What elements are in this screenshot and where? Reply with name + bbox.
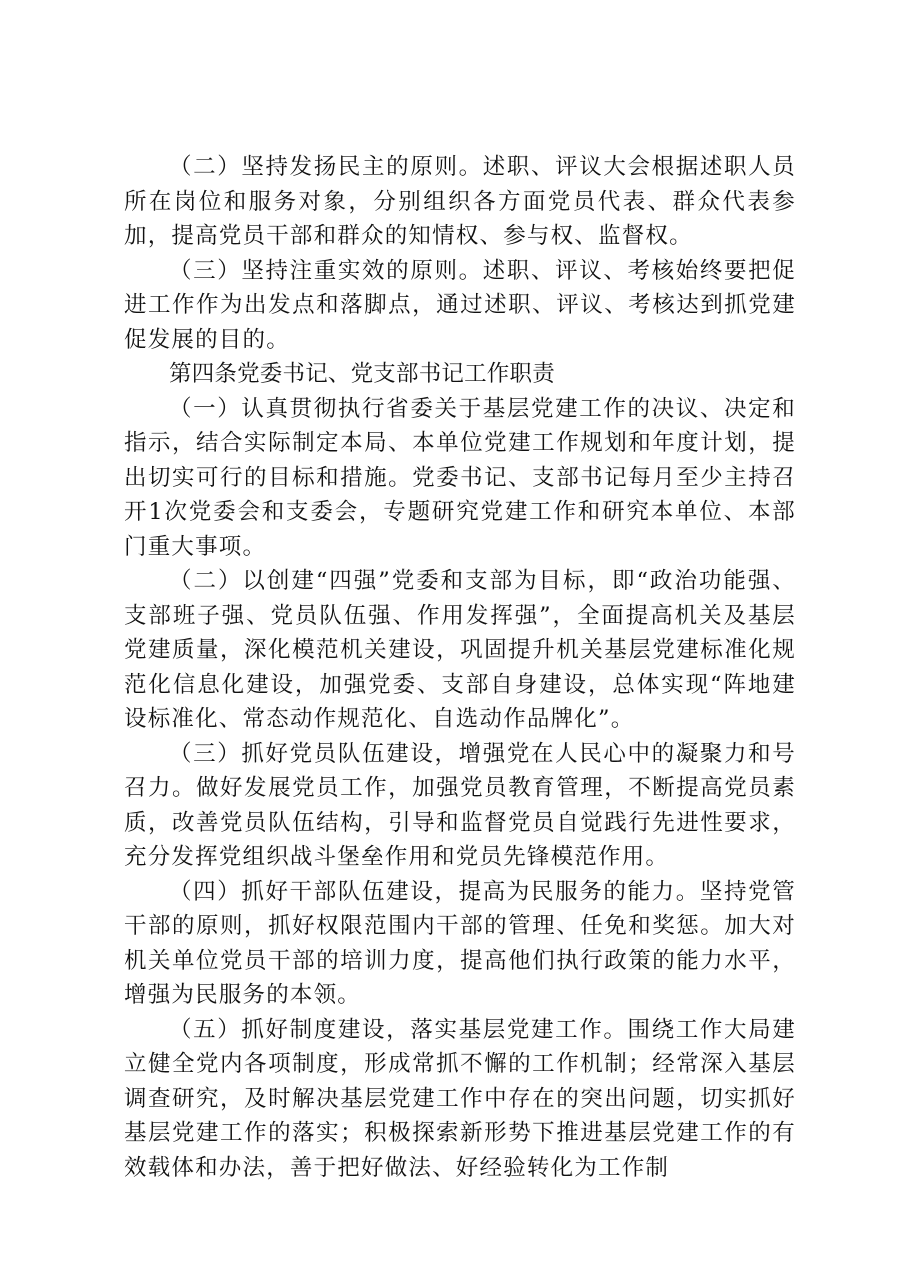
duty-4-cadre-team: （四）抓好干部队伍建设，提高为民服务的能力。坚持党管干部的原则，抓好权限范围内干部的管理、任免和奖惩。加大对机关单位党员干部的培训力度，提高他们执行政策的能力水平，增强为民服务的本领。 <box>124 878 796 1008</box>
paragraph-2-democracy: （二）坚持发扬民主的原则。述职、评议大会根据述职人员所在岗位和服务对象，分别组织各方面党员代表、群众代表参加，提高党员干部和群众的知情权、参与权、监督权。 <box>124 154 796 249</box>
document-body <box>124 150 796 1185</box>
duty-1-implementation: （一）认真贯彻执行省委关于基层党建工作的决议、决定和指示，结合实际制定本局、本单位党建工作规划和年度计划，提出切实可行的目标和措施。党委书记、支部书记每月至少主持召开1次党委会和支委会，专题研究党建工作和研究本单位、本部门重大事项。 <box>124 395 796 560</box>
paragraph-3-effectiveness: （三）坚持注重实效的原则。述职、评议、考核始终要把促进工作作为出发点和落脚点，通过述职、评议、考核达到抓党建促发展的目的。 <box>124 257 796 353</box>
duty-3-member-team: （三）抓好党员队伍建设，增强党在人民心中的凝聚力和号召力。做好发展党员工作，加强党员教育管理，不断提高党员素质，改善党员队伍结构，引导和监督党员自觉践行先进性要求，充分发挥党组织战斗堡垒作用和党员先锋模范作用。 <box>124 740 796 870</box>
duty-5-system-building: （五）抓好制度建设，落实基层党建工作。围绕工作大局建立健全党内各项制度，形成常抓不懈的工作机制；经常深入基层调查研究，及时解决基层党建工作中存在的突出问题，切实抓好基层党建工作的落实；积极探索新形势下推进基层党建工作的有效载体和办法，善于把好做法、好经验转化为工作制 <box>124 1016 796 1181</box>
article-4-heading: 第四条党委书记、党支部书记工作职责 <box>169 361 555 387</box>
duty-2-four-strong: （二）以创建“四强”党委和支部为目标，即“政治功能强、支部班子强、党员队伍强、作用发挥强”，全面提高机关及基层党建质量，深化模范机关建设，巩固提升机关基层党建标准化规范化信息化建设，加强党委、支部自身建设，总体实现“阵地建设标准化、常态动作规范化、自选动作品牌化”。 <box>124 568 796 732</box>
